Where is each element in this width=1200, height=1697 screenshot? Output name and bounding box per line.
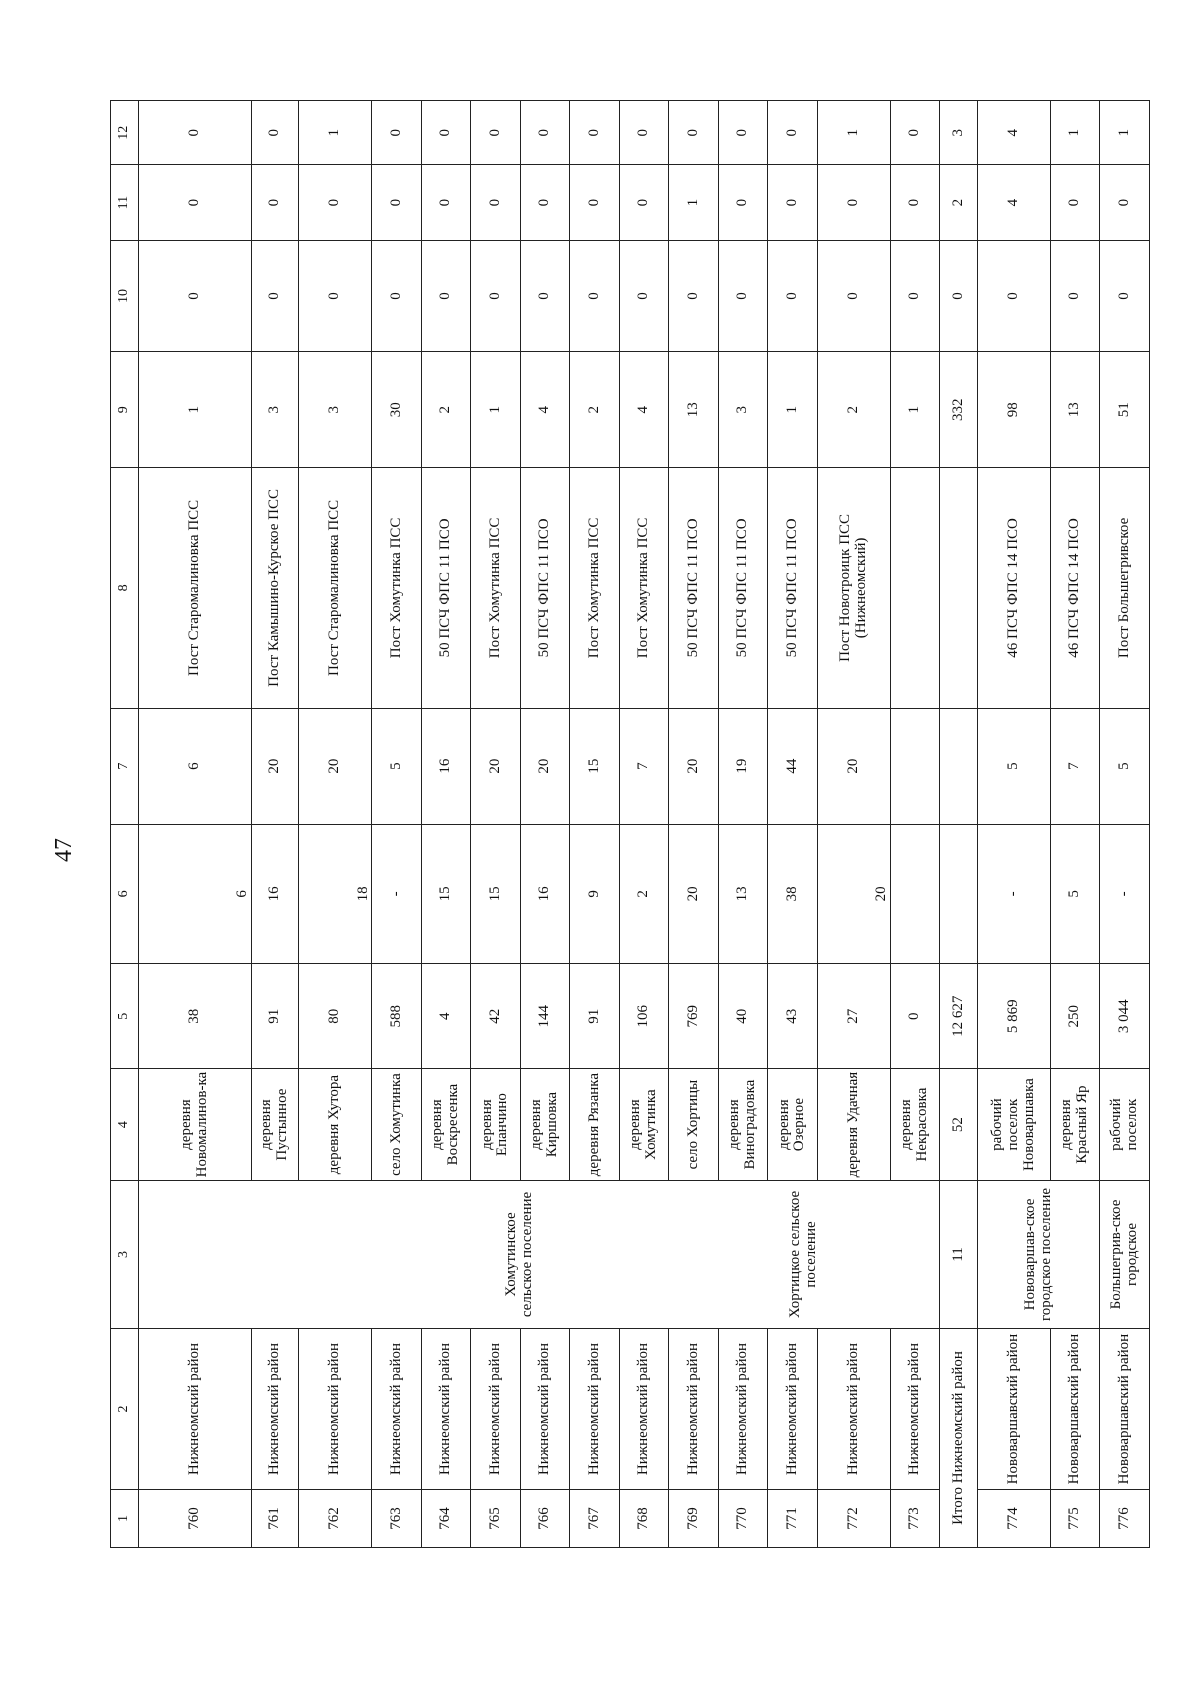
cell: 4 xyxy=(977,165,1050,240)
cell: 0 xyxy=(372,101,421,166)
cell: 38 xyxy=(768,824,817,964)
cell: Нижнеомский район xyxy=(421,1329,470,1490)
col-header: 9 xyxy=(111,352,139,468)
cell: 3 044 xyxy=(1100,964,1150,1069)
cell: 43 xyxy=(768,964,817,1069)
cell-empty xyxy=(139,1180,372,1328)
cell: 5 869 xyxy=(977,964,1050,1069)
cell: деревня Озерное xyxy=(768,1069,817,1181)
cell: 5 xyxy=(1100,708,1150,824)
cell: 332 xyxy=(940,352,978,468)
total-label: Итого Нижнеомский район xyxy=(940,1329,978,1548)
cell: 2 xyxy=(619,824,668,964)
cell: 13 xyxy=(669,352,718,468)
cell: 764 xyxy=(421,1490,470,1548)
col-header: 1 xyxy=(111,1490,139,1548)
table-row xyxy=(669,101,718,1548)
cell: 1 xyxy=(471,352,520,468)
cell: 7 xyxy=(619,708,668,824)
cell: Нововаршавский район xyxy=(977,1329,1050,1490)
cell: 1 xyxy=(890,352,939,468)
cell: 0 xyxy=(1100,165,1150,240)
cell: 9 xyxy=(570,824,619,964)
cell: Нижнеомский район xyxy=(817,1329,890,1490)
cell: 0 xyxy=(471,165,520,240)
table-row xyxy=(252,101,299,1548)
cell: Пост Хомутинка ПСС xyxy=(619,468,668,708)
cell: 144 xyxy=(520,964,569,1069)
col-header: 7 xyxy=(111,708,139,824)
table-row xyxy=(520,101,569,1548)
cell: 1 xyxy=(768,352,817,468)
cell: рабочий поселок Нововаршавка xyxy=(977,1069,1050,1181)
cell: 98 xyxy=(977,352,1050,468)
cell: 0 xyxy=(139,240,252,352)
cell: 20 xyxy=(252,708,299,824)
cell: 2 xyxy=(570,352,619,468)
total-row xyxy=(940,101,978,1548)
cell: 50 ПСЧ ФПС 11 ПСО xyxy=(768,468,817,708)
cell: 0 xyxy=(471,240,520,352)
cell: 1 xyxy=(299,101,372,166)
cell: 20 xyxy=(520,708,569,824)
cell: 773 xyxy=(890,1490,939,1548)
cell: Нижнеомский район xyxy=(372,1329,421,1490)
cell: 1 xyxy=(1050,101,1099,166)
cell: 0 xyxy=(718,165,767,240)
table-row xyxy=(1100,101,1150,1548)
cell: 4 xyxy=(619,352,668,468)
cell xyxy=(890,468,939,708)
table-row xyxy=(570,101,619,1548)
col-header: 8 xyxy=(111,468,139,708)
cell: 0 xyxy=(817,240,890,352)
cell: 3 xyxy=(718,352,767,468)
cell: 91 xyxy=(252,964,299,1069)
cell: 0 xyxy=(570,165,619,240)
cell: 0 xyxy=(890,240,939,352)
cell: рабочий поселок xyxy=(1100,1069,1150,1181)
cell: 0 xyxy=(619,240,668,352)
cell: 15 xyxy=(421,824,470,964)
cell: 767 xyxy=(570,1490,619,1548)
cell: Большегрив-ское городское xyxy=(1100,1180,1150,1328)
cell: 0 xyxy=(520,165,569,240)
cell: 19 xyxy=(718,708,767,824)
cell: Пост Новотроицк ПСС (Нижнеомский) xyxy=(817,468,890,708)
cell: 0 xyxy=(1050,240,1099,352)
cell: 1 xyxy=(139,352,252,468)
cell: деревня Пустынное xyxy=(252,1069,299,1181)
cell: 0 xyxy=(890,964,939,1069)
cell-settlement-novovarshavskoe: Нововаршав-ское городское поселение xyxy=(977,1180,1100,1328)
cell: 0 xyxy=(718,240,767,352)
cell: деревня Новомалинов-ка xyxy=(139,1069,252,1181)
cell: 0 xyxy=(520,101,569,166)
cell: 0 xyxy=(252,101,299,166)
cell: 0 xyxy=(299,165,372,240)
cell: 18 xyxy=(299,824,372,964)
cell: 20 xyxy=(817,824,890,964)
cell: деревня Виноградовка xyxy=(718,1069,767,1181)
cell: 46 ПСЧ ФПС 14 ПСО xyxy=(977,468,1050,708)
cell: 771 xyxy=(768,1490,817,1548)
col-header: 12 xyxy=(111,101,139,166)
cell: деревня Хомутинка xyxy=(619,1069,668,1181)
cell: 760 xyxy=(139,1490,252,1548)
cell: 20 xyxy=(669,824,718,964)
cell xyxy=(940,708,978,824)
cell: 1 xyxy=(1100,101,1150,166)
table-row xyxy=(471,101,520,1548)
cell: 16 xyxy=(252,824,299,964)
cell: 0 xyxy=(890,101,939,166)
cell: 0 xyxy=(252,165,299,240)
cell: 4 xyxy=(421,964,470,1069)
cell: Нижнеомский район xyxy=(252,1329,299,1490)
col-header: 11 xyxy=(111,165,139,240)
cell: 16 xyxy=(421,708,470,824)
cell: 763 xyxy=(372,1490,421,1548)
cell: Нововаршавский район xyxy=(1050,1329,1099,1490)
cell: 761 xyxy=(252,1490,299,1548)
cell: 0 xyxy=(619,101,668,166)
cell: Нижнеомский район xyxy=(619,1329,668,1490)
cell: Нижнеомский район xyxy=(718,1329,767,1490)
cell: 4 xyxy=(520,352,569,468)
cell: 770 xyxy=(718,1490,767,1548)
cell: 0 xyxy=(372,240,421,352)
cell: деревня Удачная xyxy=(817,1069,890,1181)
cell: 0 xyxy=(669,101,718,166)
cell: 0 xyxy=(1100,240,1150,352)
cell: Пост Камышино-Курское ПСС xyxy=(252,468,299,708)
cell xyxy=(890,708,939,824)
table-row xyxy=(1050,101,1099,1548)
cell: 3 xyxy=(940,101,978,166)
cell: 30 xyxy=(372,352,421,468)
cell-settlement-khomutinskoe: Хомутинское сельское поселение xyxy=(372,1180,669,1328)
cell: 80 xyxy=(299,964,372,1069)
table-row xyxy=(139,101,252,1548)
cell: 1 xyxy=(817,101,890,166)
col-header: 6 xyxy=(111,824,139,964)
cell: деревня Некрасовка xyxy=(890,1069,939,1181)
cell: 51 xyxy=(1100,352,1150,468)
cell: 0 xyxy=(940,240,978,352)
cell: Пост Старомалиновка ПСС xyxy=(139,468,252,708)
cell: 772 xyxy=(817,1490,890,1548)
col-header: 10 xyxy=(111,240,139,352)
cell: 775 xyxy=(1050,1490,1099,1548)
cell: деревня Хутора xyxy=(299,1069,372,1181)
cell: Пост Хомутинка ПСС xyxy=(372,468,421,708)
cell: 5 xyxy=(1050,824,1099,964)
page-number: 47 xyxy=(51,838,77,862)
table-row xyxy=(372,101,421,1548)
cell: 0 xyxy=(520,240,569,352)
cell: 769 xyxy=(669,964,718,1069)
cell: 0 xyxy=(768,165,817,240)
cell: 769 xyxy=(669,1490,718,1548)
cell: 0 xyxy=(372,165,421,240)
cell: 765 xyxy=(471,1490,520,1548)
table-row xyxy=(977,101,1050,1548)
col-header: 2 xyxy=(111,1329,139,1490)
table-row xyxy=(768,101,817,1548)
cell: 3 xyxy=(252,352,299,468)
cell: 20 xyxy=(471,708,520,824)
cell: 13 xyxy=(718,824,767,964)
cell: село Хортицы xyxy=(669,1069,718,1181)
cell: 6 xyxy=(139,824,252,964)
column-number-row xyxy=(111,101,139,1548)
cell: 250 xyxy=(1050,964,1099,1069)
cell: 16 xyxy=(520,824,569,964)
cell: 50 ПСЧ ФПС 11 ПСО xyxy=(520,468,569,708)
cell: 20 xyxy=(817,708,890,824)
cell: деревня Епанчино xyxy=(471,1069,520,1181)
cell: 0 xyxy=(718,101,767,166)
cell: 46 ПСЧ ФПС 14 ПСО xyxy=(1050,468,1099,708)
cell: 20 xyxy=(299,708,372,824)
cell: 27 xyxy=(817,964,890,1069)
cell: 0 xyxy=(421,240,470,352)
cell: деревня Рязанка xyxy=(570,1069,619,1181)
cell: - xyxy=(977,824,1050,964)
table-row xyxy=(421,101,470,1548)
cell: деревня Киршовка xyxy=(520,1069,569,1181)
cell: 4 xyxy=(977,101,1050,166)
col-header: 5 xyxy=(111,964,139,1069)
cell: 768 xyxy=(619,1490,668,1548)
cell: 0 xyxy=(252,240,299,352)
cell: 0 xyxy=(570,240,619,352)
cell: 0 xyxy=(421,101,470,166)
rotated-table-wrapper xyxy=(110,100,1150,1548)
table-row xyxy=(817,101,890,1548)
cell: 2 xyxy=(421,352,470,468)
cell: 15 xyxy=(570,708,619,824)
col-header: 3 xyxy=(111,1180,139,1328)
cell: 2 xyxy=(940,165,978,240)
cell: 0 xyxy=(768,101,817,166)
cell-settlement-khortitskoe: Хортицкое сельское поселение xyxy=(669,1180,940,1328)
cell: 44 xyxy=(768,708,817,824)
cell: 0 xyxy=(977,240,1050,352)
cell: Пост Большегривское xyxy=(1100,468,1150,708)
cell: село Хомутинка xyxy=(372,1069,421,1181)
cell: 0 xyxy=(817,165,890,240)
cell: Нижнеомский район xyxy=(520,1329,569,1490)
cell: 20 xyxy=(669,708,718,824)
cell: Пост Хомутинка ПСС xyxy=(471,468,520,708)
table-row xyxy=(299,101,372,1548)
cell: Нижнеомский район xyxy=(890,1329,939,1490)
cell: 774 xyxy=(977,1490,1050,1548)
table-row xyxy=(890,101,939,1548)
cell: 0 xyxy=(421,165,470,240)
cell: 50 ПСЧ ФПС 11 ПСО xyxy=(669,468,718,708)
cell: 1 xyxy=(669,165,718,240)
cell: - xyxy=(1100,824,1150,964)
cell: 42 xyxy=(471,964,520,1069)
cell: 38 xyxy=(139,964,252,1069)
cell: 776 xyxy=(1100,1490,1150,1548)
cell: 0 xyxy=(570,101,619,166)
settlements-table xyxy=(110,100,1150,1548)
cell: 15 xyxy=(471,824,520,964)
cell: 50 ПСЧ ФПС 11 ПСО xyxy=(718,468,767,708)
cell: 5 xyxy=(977,708,1050,824)
cell: 0 xyxy=(1050,165,1099,240)
cell: 0 xyxy=(299,240,372,352)
table-row xyxy=(619,101,668,1548)
cell: 3 xyxy=(299,352,372,468)
cell: Нововаршавский район xyxy=(1100,1329,1150,1490)
col-header: 4 xyxy=(111,1069,139,1181)
cell: 52 xyxy=(940,1069,978,1181)
cell xyxy=(940,468,978,708)
cell: 12 627 xyxy=(940,964,978,1069)
cell: 0 xyxy=(768,240,817,352)
cell: 762 xyxy=(299,1490,372,1548)
cell: деревня Воскресенка xyxy=(421,1069,470,1181)
cell: 13 xyxy=(1050,352,1099,468)
cell: 106 xyxy=(619,964,668,1069)
cell: Нижнеомский район xyxy=(570,1329,619,1490)
cell: Пост Старомалиновка ПСС xyxy=(299,468,372,708)
cell: 40 xyxy=(718,964,767,1069)
cell: 5 xyxy=(372,708,421,824)
cell: деревня Красный Яр xyxy=(1050,1069,1099,1181)
cell: 91 xyxy=(570,964,619,1069)
cell xyxy=(940,824,978,964)
cell: Нижнеомский район xyxy=(768,1329,817,1490)
cell: Пост Хомутинка ПСС xyxy=(570,468,619,708)
cell: 588 xyxy=(372,964,421,1069)
cell: 766 xyxy=(520,1490,569,1548)
cell: 0 xyxy=(139,165,252,240)
cell: 11 xyxy=(940,1180,978,1328)
cell xyxy=(890,824,939,964)
table-row xyxy=(718,101,767,1548)
cell: 0 xyxy=(139,101,252,166)
cell: Нижнеомский район xyxy=(139,1329,252,1490)
cell: 7 xyxy=(1050,708,1099,824)
cell: 6 xyxy=(139,708,252,824)
cell: 0 xyxy=(890,165,939,240)
cell: 50 ПСЧ ФПС 11 ПСО xyxy=(421,468,470,708)
cell: 0 xyxy=(619,165,668,240)
cell: - xyxy=(372,824,421,964)
cell: 0 xyxy=(471,101,520,166)
cell: Нижнеомский район xyxy=(669,1329,718,1490)
cell: Нижнеомский район xyxy=(471,1329,520,1490)
cell: 2 xyxy=(817,352,890,468)
cell: Нижнеомский район xyxy=(299,1329,372,1490)
cell: 0 xyxy=(669,240,718,352)
